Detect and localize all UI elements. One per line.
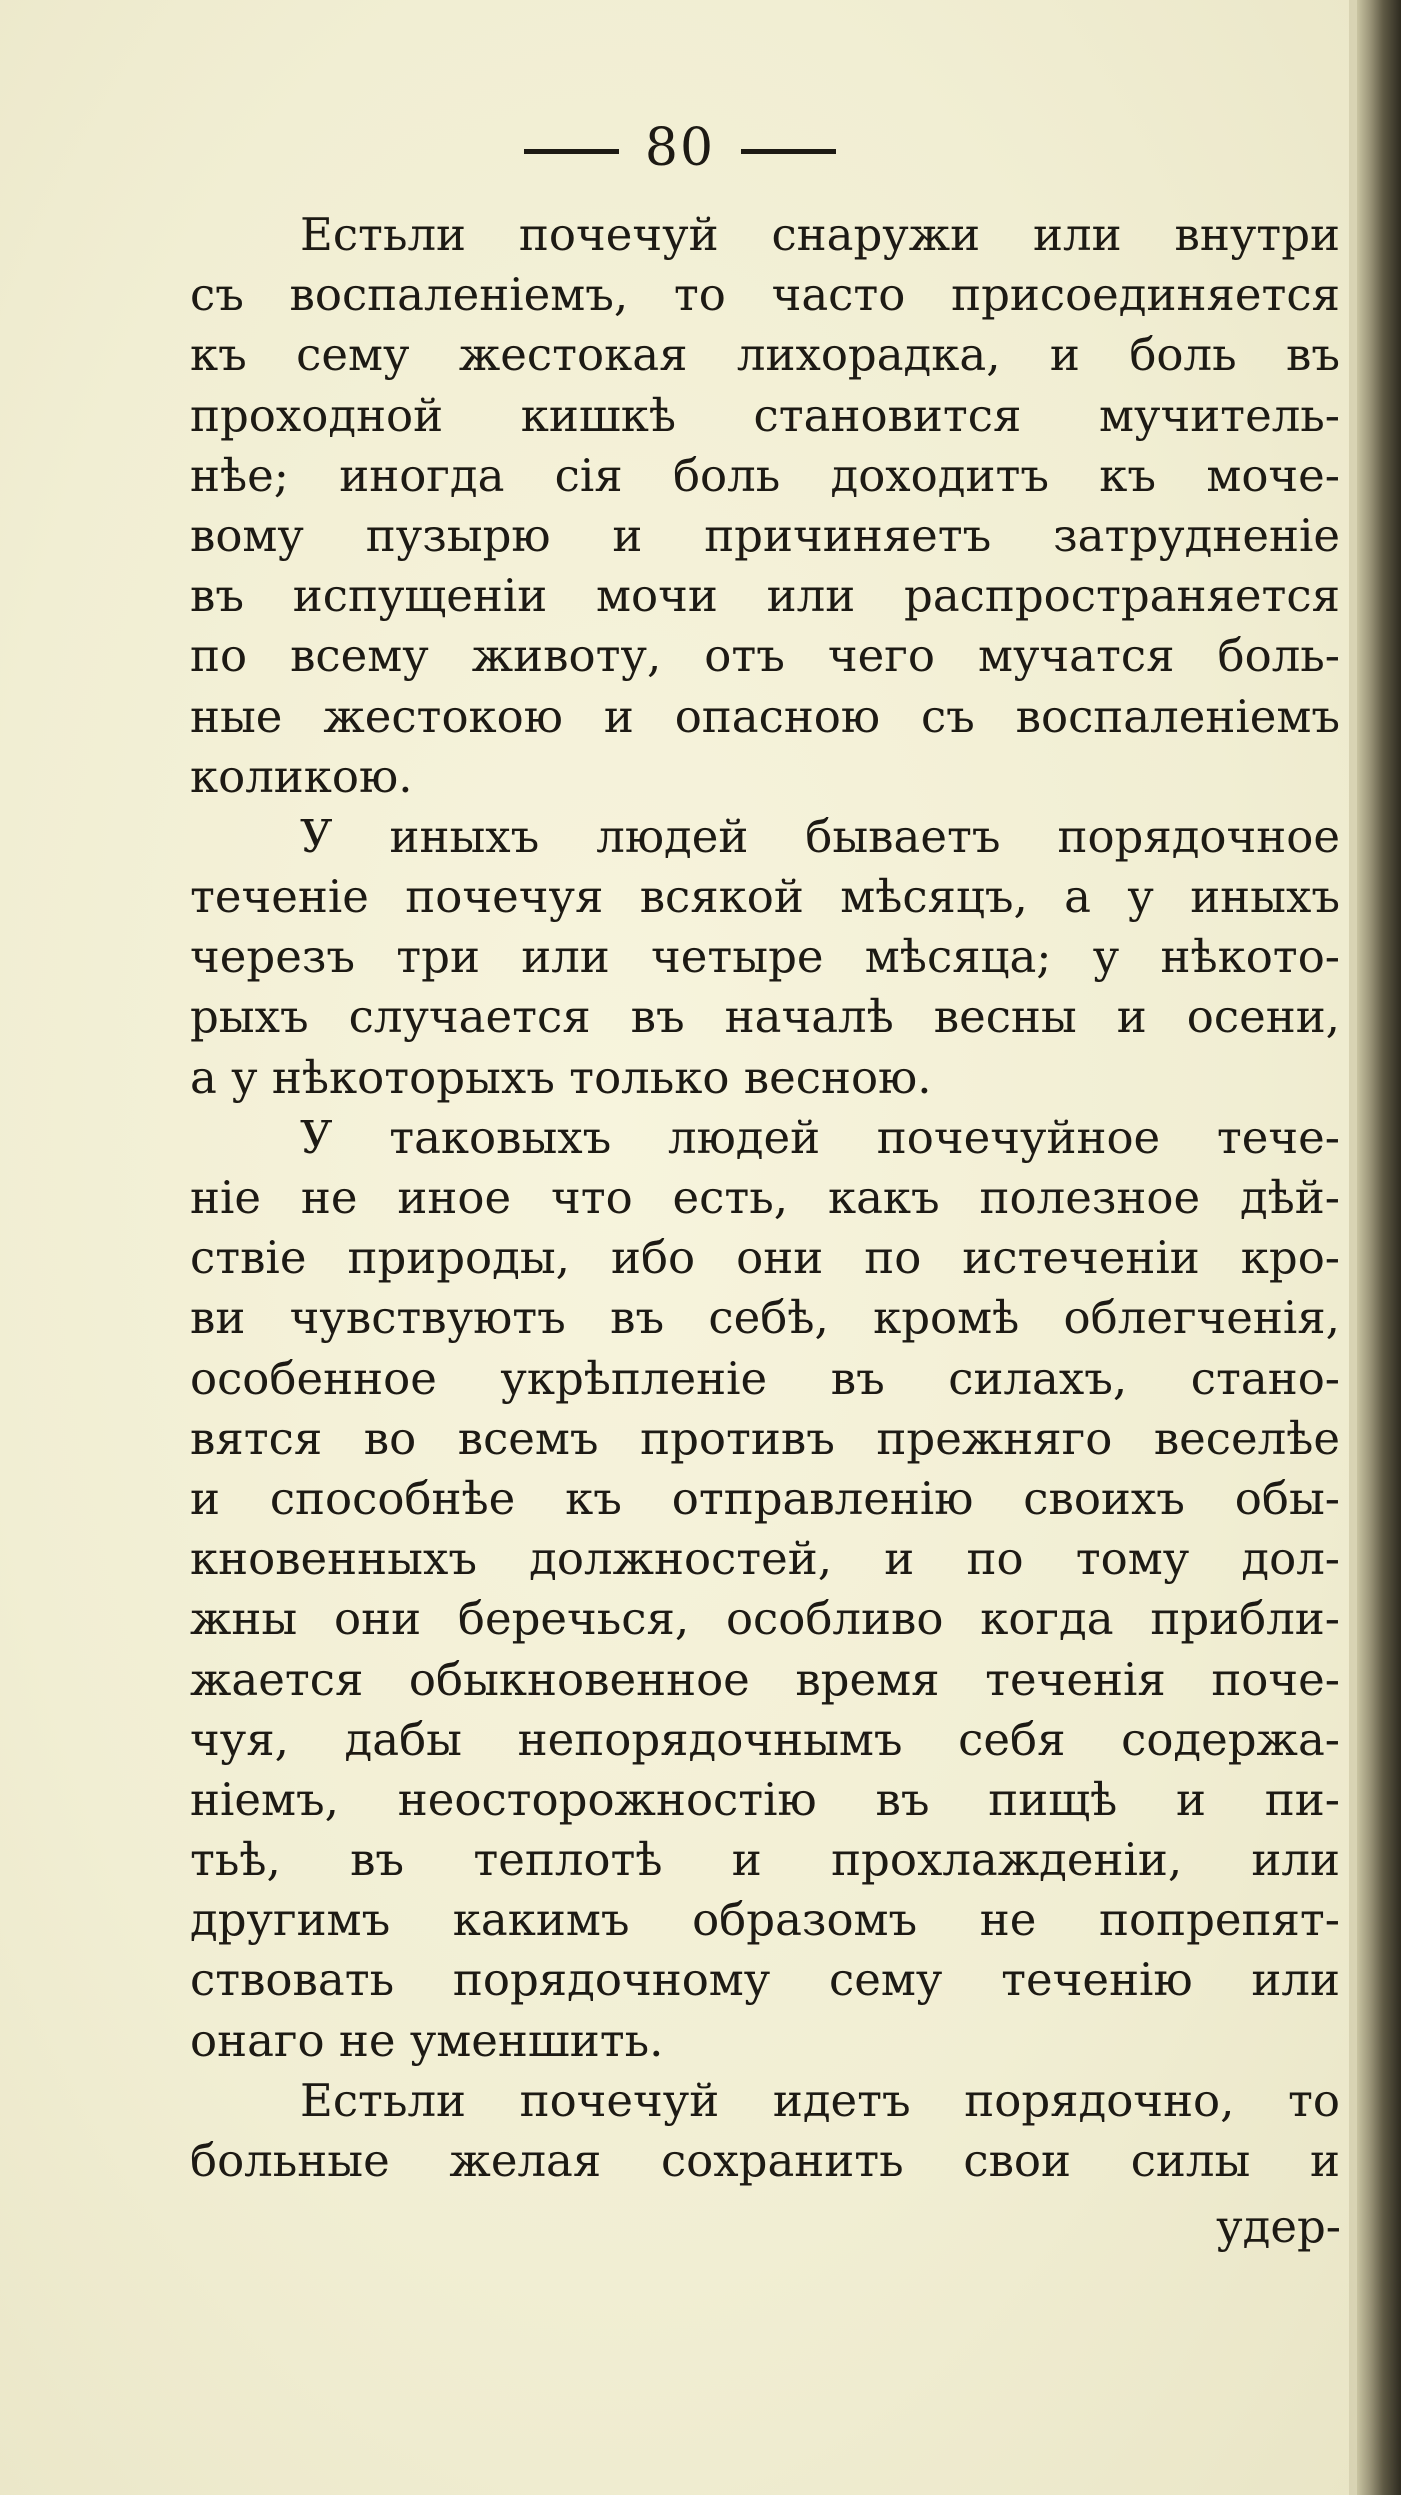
text-line: черезъ три или четыре мѣсяца; у нѣкото- xyxy=(190,930,1340,984)
text-line: съ воспаленіемъ, то часто присоединяется xyxy=(190,268,1340,322)
text-line: въ испущеніи мочи или распространяется xyxy=(190,569,1340,623)
text-line: рыхъ случается въ началѣ весны и осени, xyxy=(190,990,1340,1044)
text-line: вому пузырю и причиняетъ затрудненіе xyxy=(190,508,1340,562)
text-line: кновенныхъ должностей, и по тому дол- xyxy=(190,1532,1340,1586)
page-header xyxy=(0,118,1360,178)
text-line: къ сему жестокая лихорадка, и боль въ xyxy=(190,328,1340,382)
text-line: ствовать порядочному сему теченію или xyxy=(190,1953,1340,2007)
text-line: чуя, дабы непорядочнымъ себя содержа- xyxy=(190,1712,1340,1766)
text-line: проходной кишкѣ становится мучитель- xyxy=(190,388,1340,442)
text-line: теченіе почечуя всякой мѣсяцъ, а у иныхъ xyxy=(190,870,1340,924)
text-line: онаго не уменшить. xyxy=(190,2013,664,2067)
catchword: удер- xyxy=(1216,2200,1341,2253)
text-line: ные жестокою и опасною съ воспаленіемъ xyxy=(190,689,1340,743)
text-line: Естьли почечуй идетъ порядочно, то xyxy=(300,2073,1340,2127)
text-line: ствіе природы, ибо они по истеченіи кро- xyxy=(190,1231,1340,1285)
book-edge xyxy=(1357,0,1401,2495)
text-line: и способнѣе къ отправленію своихъ обы- xyxy=(190,1471,1340,1525)
text-line: ніе не иное что есть, какъ полезное дѣй- xyxy=(190,1171,1340,1224)
body-text xyxy=(190,205,1340,2191)
text-line: жны они беречься, особливо когда прибли- xyxy=(190,1592,1340,1646)
text-line: больные желая сохранить свои силы и xyxy=(190,2134,1340,2187)
text-line: жается обыкновенное время теченія поче- xyxy=(190,1652,1340,1706)
header-dash-left xyxy=(524,149,619,154)
page-gutter xyxy=(1349,0,1357,2495)
text-line: особенное укрѣпленіе въ силахъ, стано- xyxy=(190,1351,1340,1405)
text-line: по всему животу, отъ чего мучатся боль- xyxy=(190,629,1340,683)
text-line: нѣе; иногда сія боль доходитъ къ моче- xyxy=(190,448,1340,502)
text-line: ніемъ, неосторожностію въ пищѣ и пи- xyxy=(190,1772,1340,1826)
header-dash-right xyxy=(741,149,836,154)
text-line: У таковыхъ людей почечуйное тече- xyxy=(300,1110,1340,1164)
text-line: Естьли почечуй снаружи или внутри xyxy=(300,208,1340,261)
text-line: ви чувствуютъ въ себѣ, кромѣ облегченія, xyxy=(190,1291,1340,1345)
text-line: У иныхъ людей бываетъ порядочное xyxy=(300,809,1340,863)
text-line: коликою. xyxy=(190,749,413,803)
text-line: вятся во всемъ противъ прежняго веселѣе xyxy=(190,1411,1340,1465)
text-line: тьѣ, въ теплотѣ и прохлажденіи, или xyxy=(190,1833,1340,1887)
text-line: другимъ какимъ образомъ не попрепят- xyxy=(190,1893,1340,1947)
text-line: а у нѣкоторыхъ только весною. xyxy=(190,1050,932,1104)
page-number: 80 xyxy=(644,118,716,178)
